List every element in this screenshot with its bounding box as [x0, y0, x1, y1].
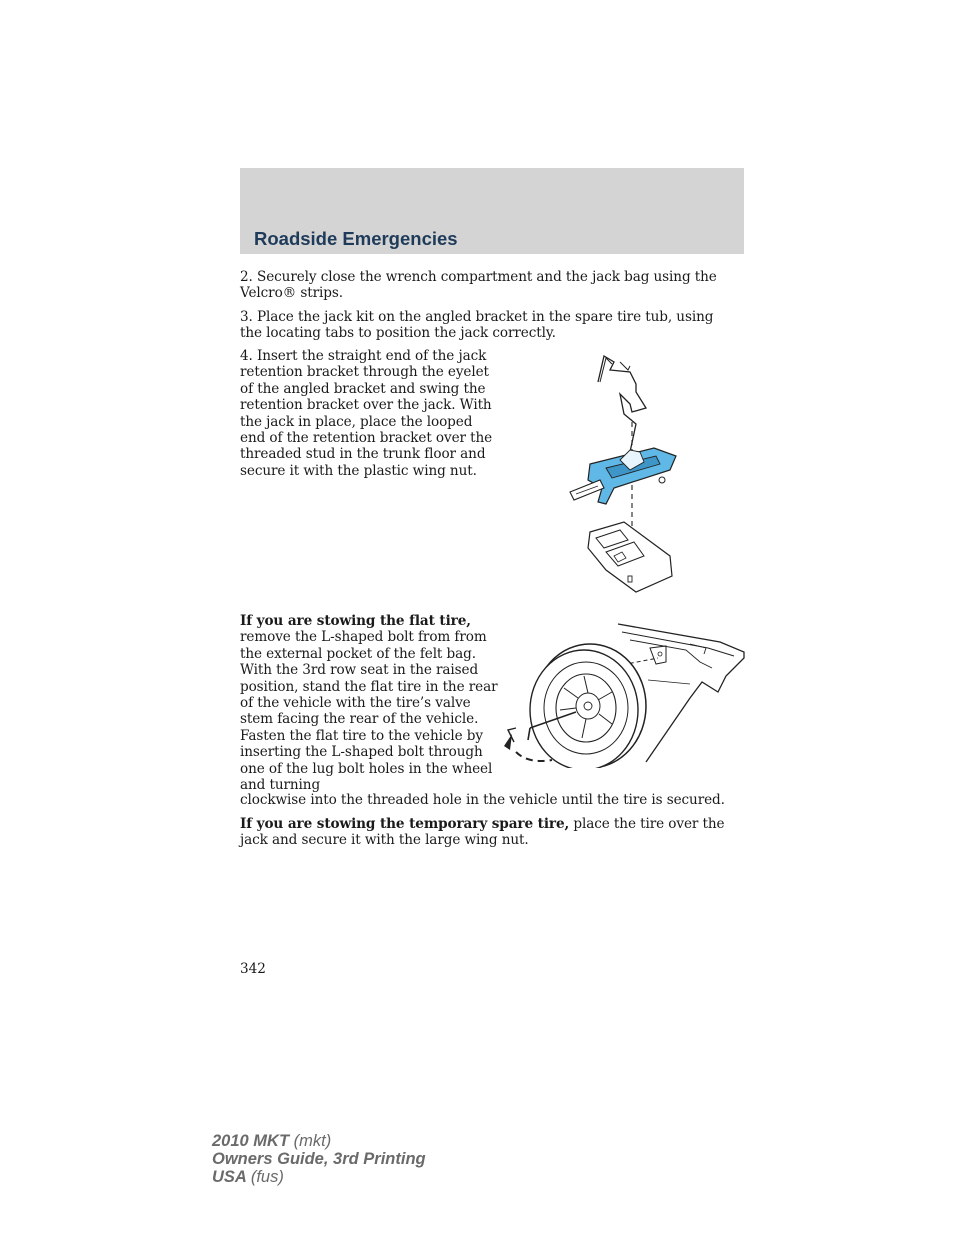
footer-region-line: [212, 1168, 426, 1186]
jack-retention-illustration: [560, 352, 690, 598]
footer-model-line: [212, 1132, 426, 1150]
footer-region: USA: [212, 1168, 247, 1186]
flat-tire-continuation: clockwise into the threaded hole in the vehicle until the tire is secured.: [240, 792, 725, 808]
flat-tire-body: remove the L-shaped bolt from from the external pocket of the felt bag. With the 3rd row seat in the raised position, stand the flat tire in the rear of the vehicle with the tire’s valve stem facing the rear of the vehicle. Fasten the flat tire to the vehicle by inserting the L-shaped bolt through one of the lug bolt holes in the wheel and turning: [240, 629, 498, 794]
section-title: Roadside Emergencies: [254, 228, 458, 249]
spare-tire-paragraph: [240, 816, 740, 849]
flat-tire-lead: If you are stowing the flat tire,: [240, 613, 471, 629]
footer-model: 2010 MKT: [212, 1132, 290, 1150]
section-header-band: [240, 168, 744, 254]
document-footer: [212, 1132, 426, 1186]
flat-tire-stowing-illustration: [500, 618, 750, 768]
spare-tire-lead: If you are stowing the temporary spare tire,: [240, 816, 570, 832]
step-2-paragraph: 2. Securely close the wrench compartment and the jack bag using the Velcro® strips.: [240, 269, 717, 302]
footer-guide: Owners Guide, 3rd Printing: [212, 1150, 426, 1168]
step-4-paragraph: 4. Insert the straight end of the jack retention bracket through the eyelet of the angled bracket and swing the retention bracket over the jack. With the jack in place, place the looped end of the retention bracket over the threaded stud in the trunk floor and secure it with the plastic wing nut.: [240, 348, 493, 479]
step-3-paragraph: 3. Place the jack kit on the angled bracket in the spare tire tub, using the locating tabs to position the jack correctly.: [240, 309, 714, 342]
spare-tire-body: place the tire over the jack and secure it with the large wing nut.: [240, 816, 725, 849]
footer-model-code: (mkt): [293, 1132, 332, 1150]
page-number: 342: [240, 961, 266, 977]
footer-region-code: (fus): [250, 1168, 284, 1186]
flat-tire-paragraph: [240, 613, 498, 793]
